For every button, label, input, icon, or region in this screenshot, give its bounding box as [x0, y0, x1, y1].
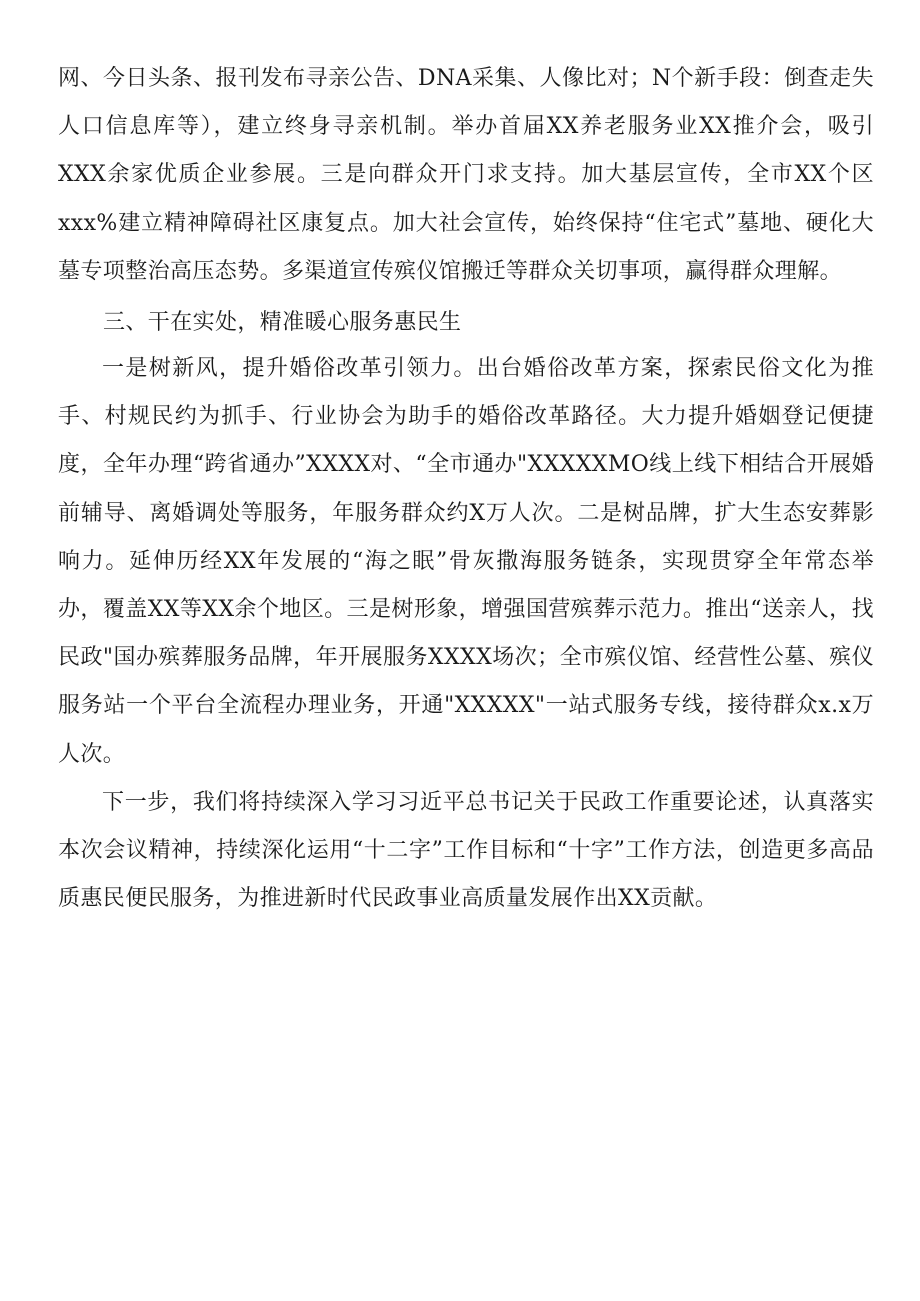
paragraph-next-step: 下一步，我们将持续深入学习习近平总书记关于民政工作重要论述，认真落实本次会议精神，持续深化运用“十二字”工作目标和“十字”工作方法，创造更多高品质惠民便民服务，为推进新时代民政事业高质量发展作出XX贡献。 — [58, 790, 874, 912]
paragraph-continuation: 网、今日头条、报刊发布寻亲公告、DNA采集、人像比对；N个新手段：倒查走失人口信息库等），建立终身寻亲机制。举办首届XX养老服务业XX推介会，吸引XXX余家优质企业参展。三是向群众开门求支持。加大基层宣传，全市XX个区xxx%建立精神障碍社区康复点。加大社会宣传，始终保持“住宅式”墓地、硬化大墓专项整治高压态势。多渠道宣传殡仪馆搬迁等群众关切事项，赢得群众理解。 — [58, 66, 874, 284]
paragraph-section-three: 一是树新风，提升婚俗改革引领力。出台婚俗改革方案，探索民俗文化为推手、村规民约为抓手、行业协会为助手的婚俗改革路径。大力提升婚姻登记便捷度，全年办理“跨省通办”XXXX对、“全市通办"XXXXXMO线上线下相结合开展婚前辅导、离婚调处等服务，年服务群众约X万人次。二是树品牌，扩大生态安葬影响力。延伸历经XX年发展的“海之眠”骨灰撒海服务链条，实现贯穿全年常态举办，覆盖XX等XX余个地区。三是树形象，增强国营殡葬示范力。推出“送亲人，找民政"国办殡葬服务品牌，年开展服务XXXX场次；全市殡仪馆、经营性公墓、殡仪服务站一个平台全流程办理业务，开通"XXXXX"一站式服务专线，接待群众x.x万人次。 — [58, 356, 874, 767]
section-heading: 三、干在实处，精准暖心服务惠民生 — [103, 310, 462, 335]
